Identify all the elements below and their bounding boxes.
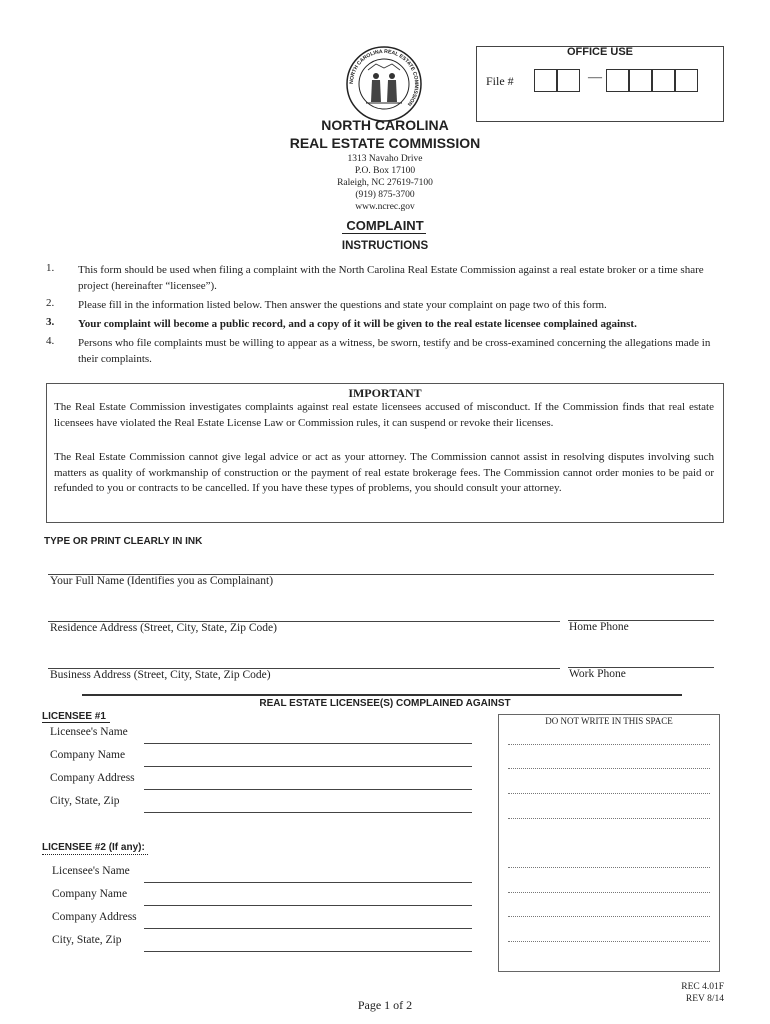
org-name-line1: NORTH CAROLINA xyxy=(321,117,449,133)
instruction-number: 4. xyxy=(46,335,55,347)
licensees-section-title: REAL ESTATE LICENSEE(S) COMPLAINED AGAINST xyxy=(259,698,511,709)
file-number-box[interactable] xyxy=(534,69,557,92)
office-only-line xyxy=(508,867,710,868)
office-only-line xyxy=(508,768,710,769)
licensee1-name-line[interactable] xyxy=(144,743,472,744)
business-address-label: Business Address (Street, City, State, Zip Code) xyxy=(50,669,271,681)
seal-ring-text: NORTH CAROLINA REAL ESTATE COMMISSION xyxy=(348,48,420,107)
address-phone: (919) 875-3700 xyxy=(355,190,415,200)
full-name-label: Your Full Name (Identifies you as Complainant) xyxy=(50,575,274,587)
instruction-item: Please fill in the information listed below. Then answer the questions and state your complaint on page two of this form. xyxy=(78,299,607,311)
licensee2-company-address-line[interactable] xyxy=(144,928,472,929)
residence-address-label: Residence Address (Street, City, State, Zip Code) xyxy=(50,622,277,634)
instruction-number: 2. xyxy=(46,297,55,309)
instruction-item: Persons who file complaints must be willing to appear as a witness, be sworn, testify and be cross-examined concerning the allegations made in their complaints. xyxy=(78,337,711,365)
home-phone-label: Home Phone xyxy=(569,621,629,633)
address-street: 1313 Navaho Drive xyxy=(347,154,423,164)
type-print-note: TYPE OR PRINT CLEARLY IN INK xyxy=(44,536,203,547)
important-paragraph-2: The Real Estate Commission cannot give legal advice or act as your attorney. The Commission cannot assist in resolving disputes involving such matters as quality of workmanship of construction or the payment of real estate brokerage fees. The Commission cannot order monies to be paid or refunded to you or contracts to be cancelled. If you have these types of problems, you should consult your attorney. xyxy=(54,451,714,494)
instructions-heading: INSTRUCTIONS xyxy=(341,240,429,252)
office-only-line xyxy=(508,818,710,819)
work-phone-label: Work Phone xyxy=(569,668,626,680)
file-number-box[interactable] xyxy=(629,69,652,92)
form-revision: REV 8/14 xyxy=(685,994,724,1004)
licensee1-city-line[interactable] xyxy=(144,812,472,813)
licensee2-city-label: City, State, Zip xyxy=(52,934,122,946)
licensee2-company-line[interactable] xyxy=(144,905,472,906)
address-city: Raleigh, NC 27619-7100 xyxy=(337,178,433,188)
address-website[interactable]: www.ncrec.gov xyxy=(355,202,415,212)
licensee2-company-label: Company Name xyxy=(52,888,128,900)
file-number-box[interactable] xyxy=(606,69,629,92)
file-number-box[interactable] xyxy=(675,69,698,92)
section-divider xyxy=(82,694,682,696)
file-number-separator: — xyxy=(588,70,602,85)
state-seal-icon xyxy=(346,46,422,122)
do-not-write-label: DO NOT WRITE IN THIS SPACE xyxy=(545,716,673,726)
page-number: Page 1 of 2 xyxy=(357,998,413,1012)
licensee1-heading: LICENSEE #1 xyxy=(42,711,106,722)
licensee2-company-address-label: Company Address xyxy=(52,911,137,923)
licensee2-heading: LICENSEE #2 (If any): xyxy=(42,842,145,853)
licensee2-heading-underline xyxy=(42,854,148,855)
office-only-line xyxy=(508,744,710,745)
licensee2-city-line[interactable] xyxy=(144,951,472,952)
licensee1-city-label: City, State, Zip xyxy=(50,795,120,807)
instruction-number: 3. xyxy=(46,316,55,328)
address-po-box: P.O. Box 17100 xyxy=(354,166,416,176)
licensee1-name-label: Licensee's Name xyxy=(50,726,128,738)
important-paragraph-1: The Real Estate Commission investigates complaints against real estate licensees accused of misconduct. If the Commission finds that real estate licensees have violated the Real Estate License Law or Commission rules, it can suspend or revoke their licenses. xyxy=(54,401,714,429)
office-only-box xyxy=(498,714,720,972)
licensee1-company-address-label: Company Address xyxy=(50,772,135,784)
office-only-line xyxy=(508,892,710,893)
licensee1-company-address-line[interactable] xyxy=(144,789,472,790)
licensee1-heading-underline xyxy=(42,722,110,723)
office-only-line xyxy=(508,793,710,794)
file-number-box[interactable] xyxy=(652,69,675,92)
form-title: COMPLAINT xyxy=(346,218,424,233)
form-code: REC 4.01F xyxy=(681,982,724,992)
instruction-item: Your complaint will become a public record, and a copy of it will be given to the real estate licensee complained against. xyxy=(78,318,637,330)
org-name-line2: REAL ESTATE COMMISSION xyxy=(289,135,481,151)
instruction-number: 1. xyxy=(46,262,55,274)
file-number-label: File # xyxy=(486,74,514,88)
licensee1-company-line[interactable] xyxy=(144,766,472,767)
instruction-item: This form should be used when filing a complaint with the North Carolina Real Estate Commission against a real estate broker or a time share project (hereinafter “licensee”). xyxy=(78,264,704,292)
office-only-line xyxy=(508,941,710,942)
office-use-title: OFFICE USE xyxy=(566,46,633,58)
licensee2-name-line[interactable] xyxy=(144,882,472,883)
licensee1-company-label: Company Name xyxy=(50,749,126,761)
file-number-box[interactable] xyxy=(557,69,580,92)
important-heading: IMPORTANT xyxy=(348,386,422,400)
office-only-line xyxy=(508,916,710,917)
form-title-underline xyxy=(342,233,426,234)
licensee2-name-label: Licensee's Name xyxy=(52,865,130,877)
